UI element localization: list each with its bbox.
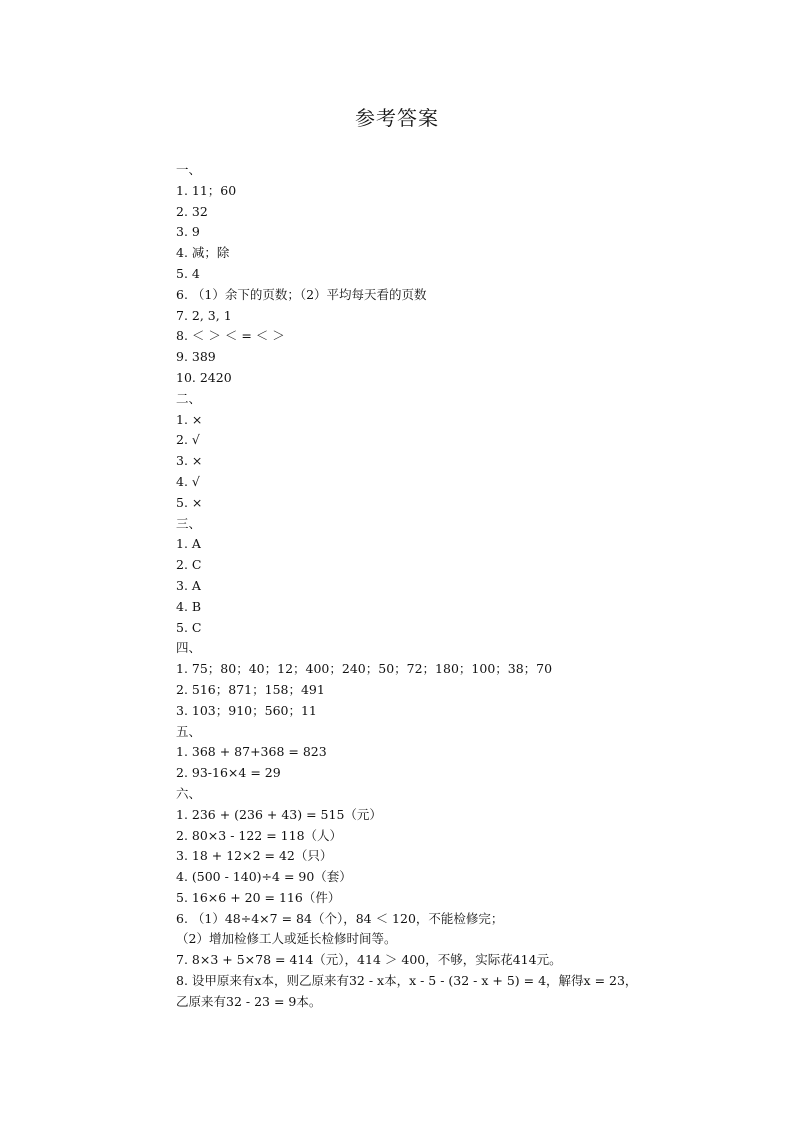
- answer-line: 2. C: [176, 557, 202, 573]
- section-heading-2: 二、: [176, 390, 202, 406]
- answer-line: 2. √: [176, 432, 200, 448]
- answer-line: 6. （1）48÷4×7 = 84（个），84 ＜ 120，不能检修完；: [176, 910, 504, 926]
- answer-line: 7. 2, 3, 1: [176, 307, 232, 323]
- answer-line: 4. (500 - 140)÷4 = 90（套）: [176, 869, 352, 885]
- answer-line: 乙原来有32 - 23 = 9本。: [176, 993, 322, 1009]
- answer-line: 1. 236 + (236 + 43) = 515（元）: [176, 806, 382, 822]
- section-heading-3: 三、: [176, 515, 202, 531]
- answer-line: 5. 16×6 + 20 = 116（件）: [176, 889, 341, 905]
- answer-line: 10. 2420: [176, 369, 232, 385]
- section-heading-6: 六、: [176, 785, 202, 801]
- answer-line: 1. 75；80；40；12；400；240；50；72；180；100；38；70: [176, 661, 553, 677]
- answer-line: 8. 设甲原来有x本，则乙原来有32 - x本，x - 5 - (32 - x + 5) = 4，解得x = 23，: [176, 973, 638, 989]
- section-heading-1: 一、: [176, 162, 202, 177]
- answer-line: （2）增加检修工人或延长检修时间等。: [176, 931, 397, 947]
- answer-line: 3. A: [176, 577, 201, 593]
- answer-line: 2. 516；871；158；491: [176, 681, 325, 697]
- section-heading-5: 五、: [176, 723, 202, 739]
- answer-line: 1. 368 + 87+368 = 823: [176, 744, 327, 760]
- answer-line: 1. ×: [176, 411, 203, 427]
- answer-line: 1. 11；60: [176, 182, 237, 198]
- answer-line: 6. （1）余下的页数；（2）平均每天看的页数: [176, 286, 427, 302]
- answer-line: 4. B: [176, 598, 202, 614]
- answer-line: 3. 18 + 12×2 = 42（只）: [176, 848, 333, 864]
- answer-list: [176, 160, 736, 1013]
- answer-line: 9. 389: [176, 349, 216, 365]
- answer-line: 3. ×: [176, 453, 203, 469]
- answer-line: 4. √: [176, 473, 200, 489]
- answer-line: 8. ＜ ＞ ＜ = ＜ ＞: [176, 328, 285, 344]
- answer-line: 5. 4: [176, 265, 200, 281]
- answer-line: 2. 32: [176, 203, 208, 219]
- answer-line: 2. 80×3 - 122 = 118（人）: [176, 827, 343, 843]
- answer-line: 1. A: [176, 536, 201, 552]
- answer-line: 3. 103；910；560；11: [176, 702, 317, 718]
- answer-line: 3. 9: [176, 224, 200, 240]
- page-title: 参考答案: [355, 106, 439, 130]
- answer-line: 2. 93-16×4 = 29: [176, 765, 281, 781]
- answer-line: 5. ×: [176, 494, 203, 510]
- answer-line: 4. 减；除: [176, 245, 230, 261]
- section-heading-4: 四、: [176, 640, 202, 656]
- answer-line: 5. C: [176, 619, 202, 635]
- answer-line: 7. 8×3 + 5×78 = 414（元），414 ＞ 400，不够，实际花414元。: [176, 952, 562, 968]
